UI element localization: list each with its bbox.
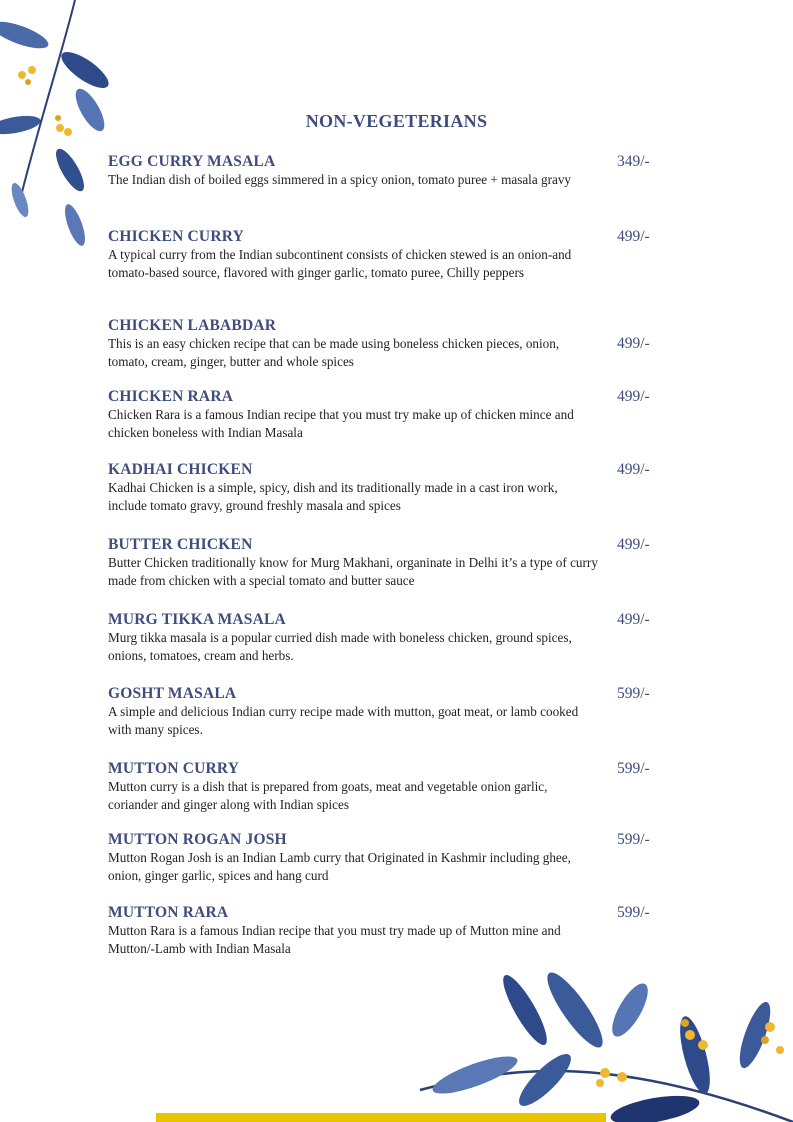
item-price: 499/- (617, 611, 650, 628)
item-name: MURG TIKKA MASALA (108, 611, 286, 628)
item-description: Murg tikka masala is a popular curried dish made with boneless chicken, ground spices, onions, tomatoes, cream and herbs. (108, 630, 572, 663)
item-name: MUTTON ROGAN JOSH (108, 831, 287, 848)
item-description: Mutton Rara is a famous Indian recipe that you must try made up of Mutton mine and Mutton/-Lamb with Indian Masala (108, 923, 561, 956)
menu-item (108, 685, 668, 739)
menu-item (108, 611, 668, 665)
item-name: KADHAI CHICKEN (108, 461, 253, 478)
item-description: This is an easy chicken recipe that can be made using boneless chicken pieces, onion, tomato, cream, ginger, butter and whole spices (108, 336, 560, 369)
item-description: Chicken Rara is a famous Indian recipe that you must try make up of chicken mince and chicken boneless with Indian Masala (108, 407, 574, 440)
item-price: 349/- (617, 153, 650, 170)
accent-bar (156, 1113, 606, 1122)
menu-item (108, 461, 668, 515)
item-price: 499/- (617, 335, 650, 352)
menu-item (108, 831, 668, 885)
item-description: A simple and delicious Indian curry recipe made with mutton, goat meat, or lamb cooked with many spices. (108, 704, 579, 737)
item-name: EGG CURRY MASALA (108, 153, 276, 170)
item-name: MUTTON CURRY (108, 760, 240, 777)
item-description: Kadhai Chicken is a simple, spicy, dish and its traditionally made in a cast iron work, include tomato gravy, ground freshly masala and spices (108, 480, 558, 513)
item-price: 499/- (617, 228, 650, 245)
section-title: NON-VEGETERIANS (305, 111, 488, 131)
item-description: A typical curry from the Indian subcontinent consists of chicken stewed is an onion-and tomato-based source, flavored with ginger garlic, tomato puree, Chilly peppers (108, 247, 572, 280)
menu-item (108, 228, 668, 282)
menu-item (108, 153, 668, 189)
menu-item (108, 388, 668, 442)
item-description: Mutton Rogan Josh is an Indian Lamb curry that Originated in Kashmir including ghee, onion, ginger garlic, spices and hang curd (108, 850, 571, 883)
item-price: 599/- (617, 685, 650, 702)
item-name: MUTTON RARA (108, 904, 229, 921)
item-name: CHICKEN RARA (108, 388, 234, 405)
item-description: Mutton curry is a dish that is prepared from goats, meat and vegetable onion garlic, coriander and ginger along with Indian spices (108, 779, 548, 812)
menu-item (108, 760, 668, 814)
item-description: The Indian dish of boiled eggs simmered in a spicy onion, tomato puree + masala gravy (108, 172, 572, 187)
leaf-decoration-bottom-right (415, 965, 793, 1122)
item-name: CHICKEN CURRY (108, 228, 244, 245)
menu-item (108, 904, 668, 958)
item-name: CHICKEN LABABDAR (108, 317, 277, 334)
menu-item (108, 317, 668, 371)
item-price: 599/- (617, 904, 650, 921)
item-price: 599/- (617, 760, 650, 777)
item-price: 599/- (617, 831, 650, 848)
item-name: BUTTER CHICKEN (108, 536, 253, 553)
menu-item (108, 536, 668, 590)
item-description: Butter Chicken traditionally know for Murg Makhani, organinate in Delhi it’s a type of curry made from chicken with a special tomato and butter sauce (108, 555, 598, 588)
item-price: 499/- (617, 536, 650, 553)
item-price: 499/- (617, 461, 650, 478)
item-name: GOSHT MASALA (108, 685, 237, 702)
item-price: 499/- (617, 388, 650, 405)
